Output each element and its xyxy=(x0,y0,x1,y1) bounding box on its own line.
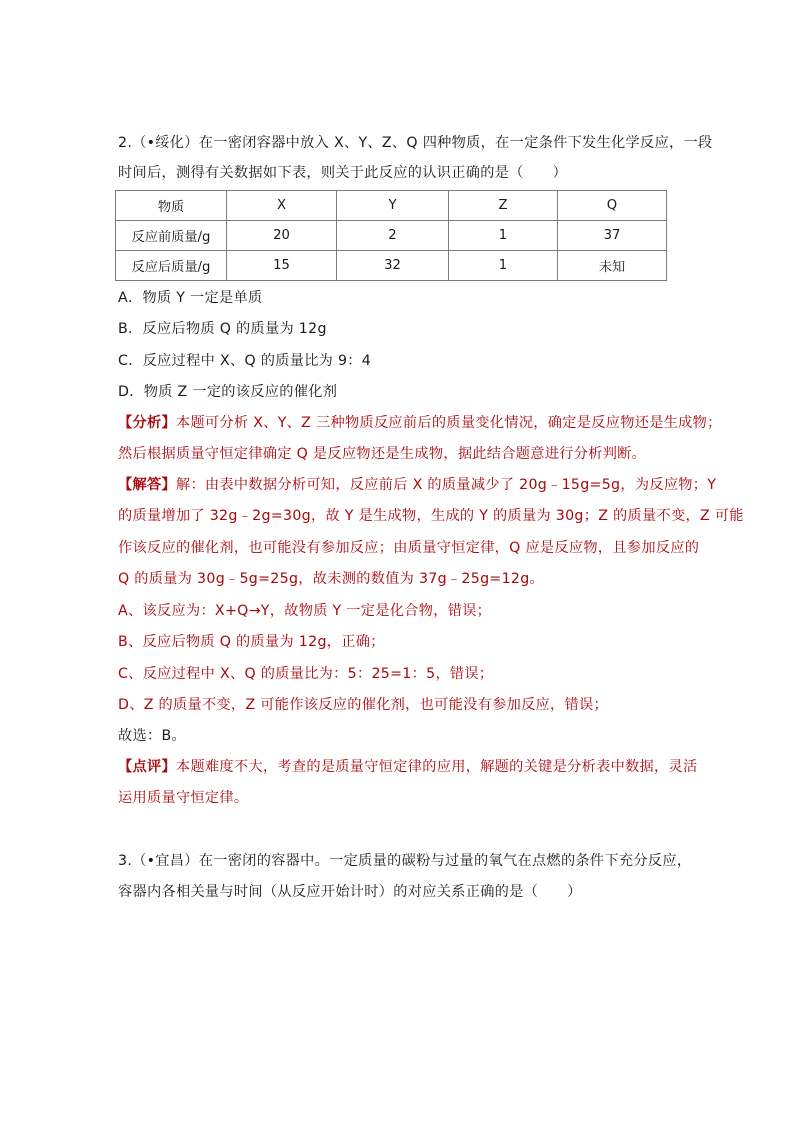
table-header-cell: X xyxy=(227,191,337,221)
solution-line-5: A、该反应为：X+Q→Y，故物质 Y 一定是化合物，错误； xyxy=(118,603,492,619)
comment-tag: 【点评】 xyxy=(118,759,176,775)
analysis-text: 本题可分析 X、Y、Z 三种物质反应前后的质量变化情况，确定是反应物还是生成物； xyxy=(175,415,722,431)
solution-line-4: Q 的质量为 30g﹣5g=25g，故未测的数值为 37g﹣25g=12g。 xyxy=(118,571,545,587)
table-cell: 15 xyxy=(227,251,337,281)
table-header-row xyxy=(116,191,667,221)
solution-tag: 【解答】 xyxy=(118,477,176,493)
solution-line-3: 作该反应的催化剂，也可能没有参加反应；由质量守恒定律，Q 应是反应物，且参加反应的 xyxy=(118,540,700,556)
solution-line-7: C、反应过程中 X、Q 的质量比为：5：25=1：5，错误； xyxy=(118,666,494,682)
table-cell: 20 xyxy=(227,221,337,251)
table-header-cell: 物质 xyxy=(116,191,227,221)
comment-line-1 xyxy=(118,757,698,777)
solution-line-6: B、反应后物质 Q 的质量为 12g，正确； xyxy=(118,634,385,650)
table-cell: 2 xyxy=(337,221,449,251)
table-row xyxy=(116,251,667,281)
option-c: C．反应过程中 X、Q 的质量比为 9：4 xyxy=(118,353,372,369)
analysis-line-2: 然后根据质量守恒定律确定 Q 是反应物还是生成物，据此结合题意进行分析判断。 xyxy=(118,446,647,462)
option-d: D．物质 Z 一定的该反应的催化剂 xyxy=(118,384,338,400)
question-2-stem-line-1: 2.（•绥化）在一密闭容器中放入 X、Y、Z、Q 四种物质，在一定条件下发生化学反应，一段 xyxy=(118,135,713,151)
table-header-cell: Z xyxy=(449,191,558,221)
solution-line-2: 的质量增加了 32g﹣2g=30g，故 Y 是生成物，生成的 Y 的质量为 30g；Z 的质量不变，Z 可能 xyxy=(118,508,744,524)
solution-line-8: D、Z 的质量不变，Z 可能作该反应的催化剂，也可能没有参加反应，错误； xyxy=(118,697,608,713)
table-cell: 37 xyxy=(558,221,667,251)
option-a: A．物质 Y 一定是单质 xyxy=(118,290,263,306)
table-cell: 反应后质量/g xyxy=(116,251,227,281)
final-answer: 故选：B。 xyxy=(118,728,186,744)
table-header-cell: Y xyxy=(337,191,449,221)
table-cell: 32 xyxy=(337,251,449,281)
question-3-stem-line-2: 容器内各相关量与时间（从反应开始计时）的对应关系正确的是（ ） xyxy=(118,884,582,900)
table-cell: 1 xyxy=(449,221,558,251)
table-cell: 未知 xyxy=(558,251,667,281)
question-3-stem-line-1: 3.（•宜昌）在一密闭的容器中。一定质量的碳粉与过量的氧气在点燃的条件下充分反应， xyxy=(118,853,692,869)
comment-text: 本题难度不大，考查的是质量守恒定律的应用，解题的关键是分析表中数据，灵活 xyxy=(175,759,698,775)
table-cell: 1 xyxy=(449,251,558,281)
question-2-stem-line-2: 时间后，测得有关数据如下表，则关于此反应的认识正确的是（ ） xyxy=(118,165,568,181)
table-row xyxy=(116,221,667,251)
analysis-line-1 xyxy=(118,413,722,433)
data-table xyxy=(115,190,667,281)
table-cell: 反应前质量/g xyxy=(116,221,227,251)
solution-text: 解：由表中数据分析可知，反应前后 X 的质量减少了 20g﹣15g=5g，为反应物；Y xyxy=(175,477,717,493)
comment-line-2: 运用质量守恒定律。 xyxy=(118,790,249,806)
option-b: B．反应后物质 Q 的质量为 12g xyxy=(118,321,327,337)
table-header-cell: Q xyxy=(558,191,667,221)
solution-line-1 xyxy=(118,475,717,495)
analysis-tag: 【分析】 xyxy=(118,415,176,431)
